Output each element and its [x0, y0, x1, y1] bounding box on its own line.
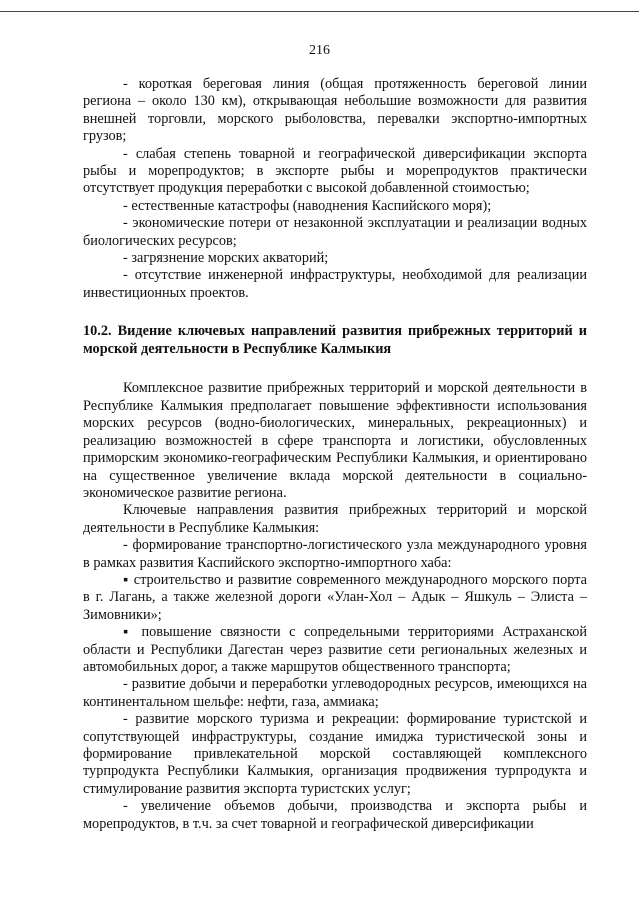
page-number: 216	[309, 43, 330, 58]
list-item: - развитие добычи и переработки углеводородных ресурсов, имеющихся на континентальном шельфе: нефти, газа, аммиака;	[83, 676, 587, 710]
header-rule	[0, 11, 639, 12]
lead-paragraph: Ключевые направления развития прибрежных территорий и морской деятельности в Республике Калмыкия:	[83, 502, 587, 536]
list-item: - отсутствие инженерной инфраструктуры, необходимой для реализации инвестиционных проектов.	[83, 267, 587, 301]
intro-paragraph: Комплексное развитие прибрежных территорий и морской деятельности в Республике Калмыкия предполагает повышение эффективности использования морских ресурсов (водно-биологических, минеральных, рекреационных) и реализацию возможностей в сфере транспорта и логистики, обусловленных приморским экономико-географическим Республики Калмыкия, и ориентировано на существенное увеличение вклада морской деятельности в социально-экономическое развитие региона.	[83, 380, 587, 501]
list-item: - увеличение объемов добычи, производства и экспорта рыбы и морепродуктов, в т.ч. за счет товарной и географической диверсификации	[83, 798, 587, 832]
list-item: - развитие морского туризма и рекреации: формирование туристской и сопутствующей инфраструктуры, создание имиджа туристической зоны и формирование привлекательной морской составляющей комплексного турпродукта Республики Калмыкия, организация продвижения турпродукта и стимулирование развития экспорта туристских услуг;	[83, 711, 587, 797]
list-item: - загрязнение морских акваторий;	[123, 250, 329, 267]
list-item: ▪ строительство и развитие современного международного морского порта в г. Лагань, а также железной дороги «Улан-Хол – Адык – Яшкуль – Элиста – Зимовники»;	[83, 571, 587, 623]
section-heading: 10.2. Видение ключевых направлений развития прибрежных территорий и морской деятельности в Республике Калмыкия	[83, 323, 587, 357]
page-body	[83, 76, 587, 833]
list-item: - естественные катастрофы (наводнения Каспийского моря);	[123, 197, 492, 214]
list-item: - слабая степень товарной и географической диверсификации экспорта рыбы и морепродуктов; в экспорте рыбы и морепродуктов практически отсутствует продукция переработки с высокой добавленной стоимостью;	[83, 145, 587, 197]
list-item: ▪ повышение связности с сопредельными территориями Астраханской области и Республики Дагестан через развитие сети региональных железных и автомобильных дорог, а также маршрутов общественного транспорта;	[83, 624, 587, 675]
list-item: - короткая береговая линия (общая протяженность береговой линии региона – около 130 км), открывающая небольшие возможности для развития внешней торговли, морского рыболовства, перевалки экспортно-импортных грузов;	[83, 76, 587, 145]
list-item: - экономические потери от незаконной эксплуатации и реализации водных биологических ресурсов;	[83, 215, 587, 249]
list-item: - формирование транспортно-логистического узла международного уровня в рамках развития Каспийского экспортно-импортного хаба:	[83, 537, 587, 571]
